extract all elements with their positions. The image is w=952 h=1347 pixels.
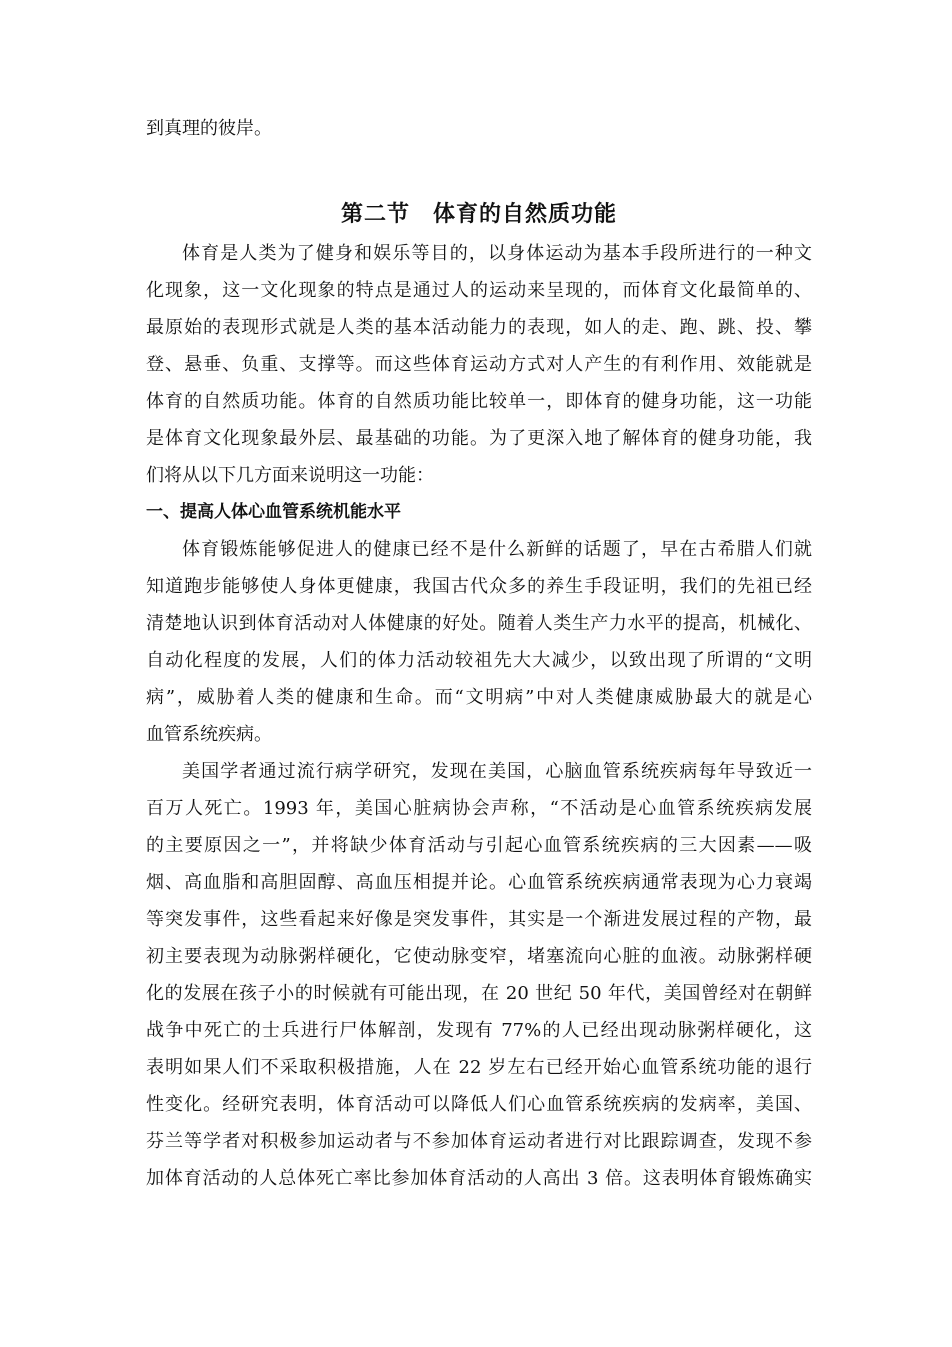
paragraph-line: 初主要表现为动脉粥样硬化，它使动脉变窄，堵塞流向心脏的血液。动脉粥样硬 xyxy=(146,946,812,967)
paragraph-line: 性变化。经研究表明，体育活动可以降低人们心血管系统疾病的发病率，美国、 xyxy=(146,1094,812,1115)
paragraph-line: 等突发事件，这些看起来好像是突发事件，其实是一个渐进发展过程的产物，最 xyxy=(146,909,812,930)
paragraph-line: 登、悬垂、负重、支撑等。而这些体育运动方式对人产生的有利作用、效能就是 xyxy=(146,354,812,375)
paragraph-line: 体育是人类为了健身和娱乐等目的，以身体运动为基本手段所进行的一种文 xyxy=(182,243,812,264)
paragraph-line: 们将从以下几方面来说明这一功能： xyxy=(146,465,434,486)
paragraph-line: 最原始的表现形式就是人类的基本活动能力的表现，如人的走、跑、跳、投、攀 xyxy=(146,317,812,338)
paragraph-2 xyxy=(146,531,812,753)
paragraph-line: 美国学者通过流行病学研究，发现在美国，心脑血管系统疾病每年导致近一 xyxy=(182,761,812,782)
paragraph-1 xyxy=(146,235,812,494)
paragraph-line: 百万人死亡。1993 年，美国心脏病协会声称，“不活动是心血管系统疾病发展 xyxy=(146,798,812,819)
paragraph-line: 清楚地认识到体育活动对人体健康的好处。随着人类生产力水平的提高，机械化、 xyxy=(146,613,812,634)
paragraph-line: 病”，威胁着人类的健康和生命。而“文明病”中对人类健康威胁最大的就是心 xyxy=(146,687,812,708)
paragraph-3 xyxy=(146,753,812,1197)
opening-fragment: 到真理的彼岸。 xyxy=(146,118,272,139)
paragraph-line: 烟、高血脂和高胆固醇、高血压相提并论。心血管系统疾病通常表现为心力衰竭 xyxy=(146,872,812,893)
section-title: 第二节 体育的自然质功能 xyxy=(340,202,617,227)
document-page xyxy=(146,110,812,1197)
paragraph-line: 芬兰等学者对积极参加运动者与不参加体育运动者进行对比跟踪调查，发现不参 xyxy=(146,1131,812,1152)
paragraph-line: 自动化程度的发展，人们的体力活动较祖先大大减少，以致出现了所谓的“文明 xyxy=(146,650,812,671)
paragraph-line: 的主要原因之一”，并将缺少体育活动与引起心血管系统疾病的三大因素——吸 xyxy=(146,835,812,856)
paragraph-line: 是体育文化现象最外层、最基础的功能。为了更深入地了解体育的健身功能，我 xyxy=(146,428,812,449)
paragraph-line: 表明如果人们不采取积极措施，人在 22 岁左右已经开始心血管系统功能的退行 xyxy=(146,1057,812,1078)
paragraph-line: 加体育活动的人总体死亡率比参加体育活动的人高出 3 倍。这表明体育锻炼确实 xyxy=(146,1168,812,1189)
paragraph-line: 体育锻炼能够促进人的健康已经不是什么新鲜的话题了，早在古希腊人们就 xyxy=(182,539,812,560)
paragraph-line: 血管系统疾病。 xyxy=(146,724,272,745)
subheading: 一、提高人体心血管系统机能水平 xyxy=(146,502,401,522)
paragraph-line: 知道跑步能够使人身体更健康，我国古代众多的养生手段证明，我们的先祖已经 xyxy=(146,576,812,597)
paragraph-line: 战争中死亡的士兵进行尸体解剖，发现有 77%的人已经出现动脉粥样硬化，这 xyxy=(146,1020,812,1041)
paragraph-line: 体育的自然质功能。体育的自然质功能比较单一，即体育的健身功能，这一功能 xyxy=(146,391,812,412)
paragraph-line: 化现象，这一文化现象的特点是通过人的运动来呈现的，而体育文化最简单的、 xyxy=(146,280,812,301)
paragraph-line: 化的发展在孩子小的时候就有可能出现，在 20 世纪 50 年代，美国曾经对在朝鲜 xyxy=(146,983,812,1004)
